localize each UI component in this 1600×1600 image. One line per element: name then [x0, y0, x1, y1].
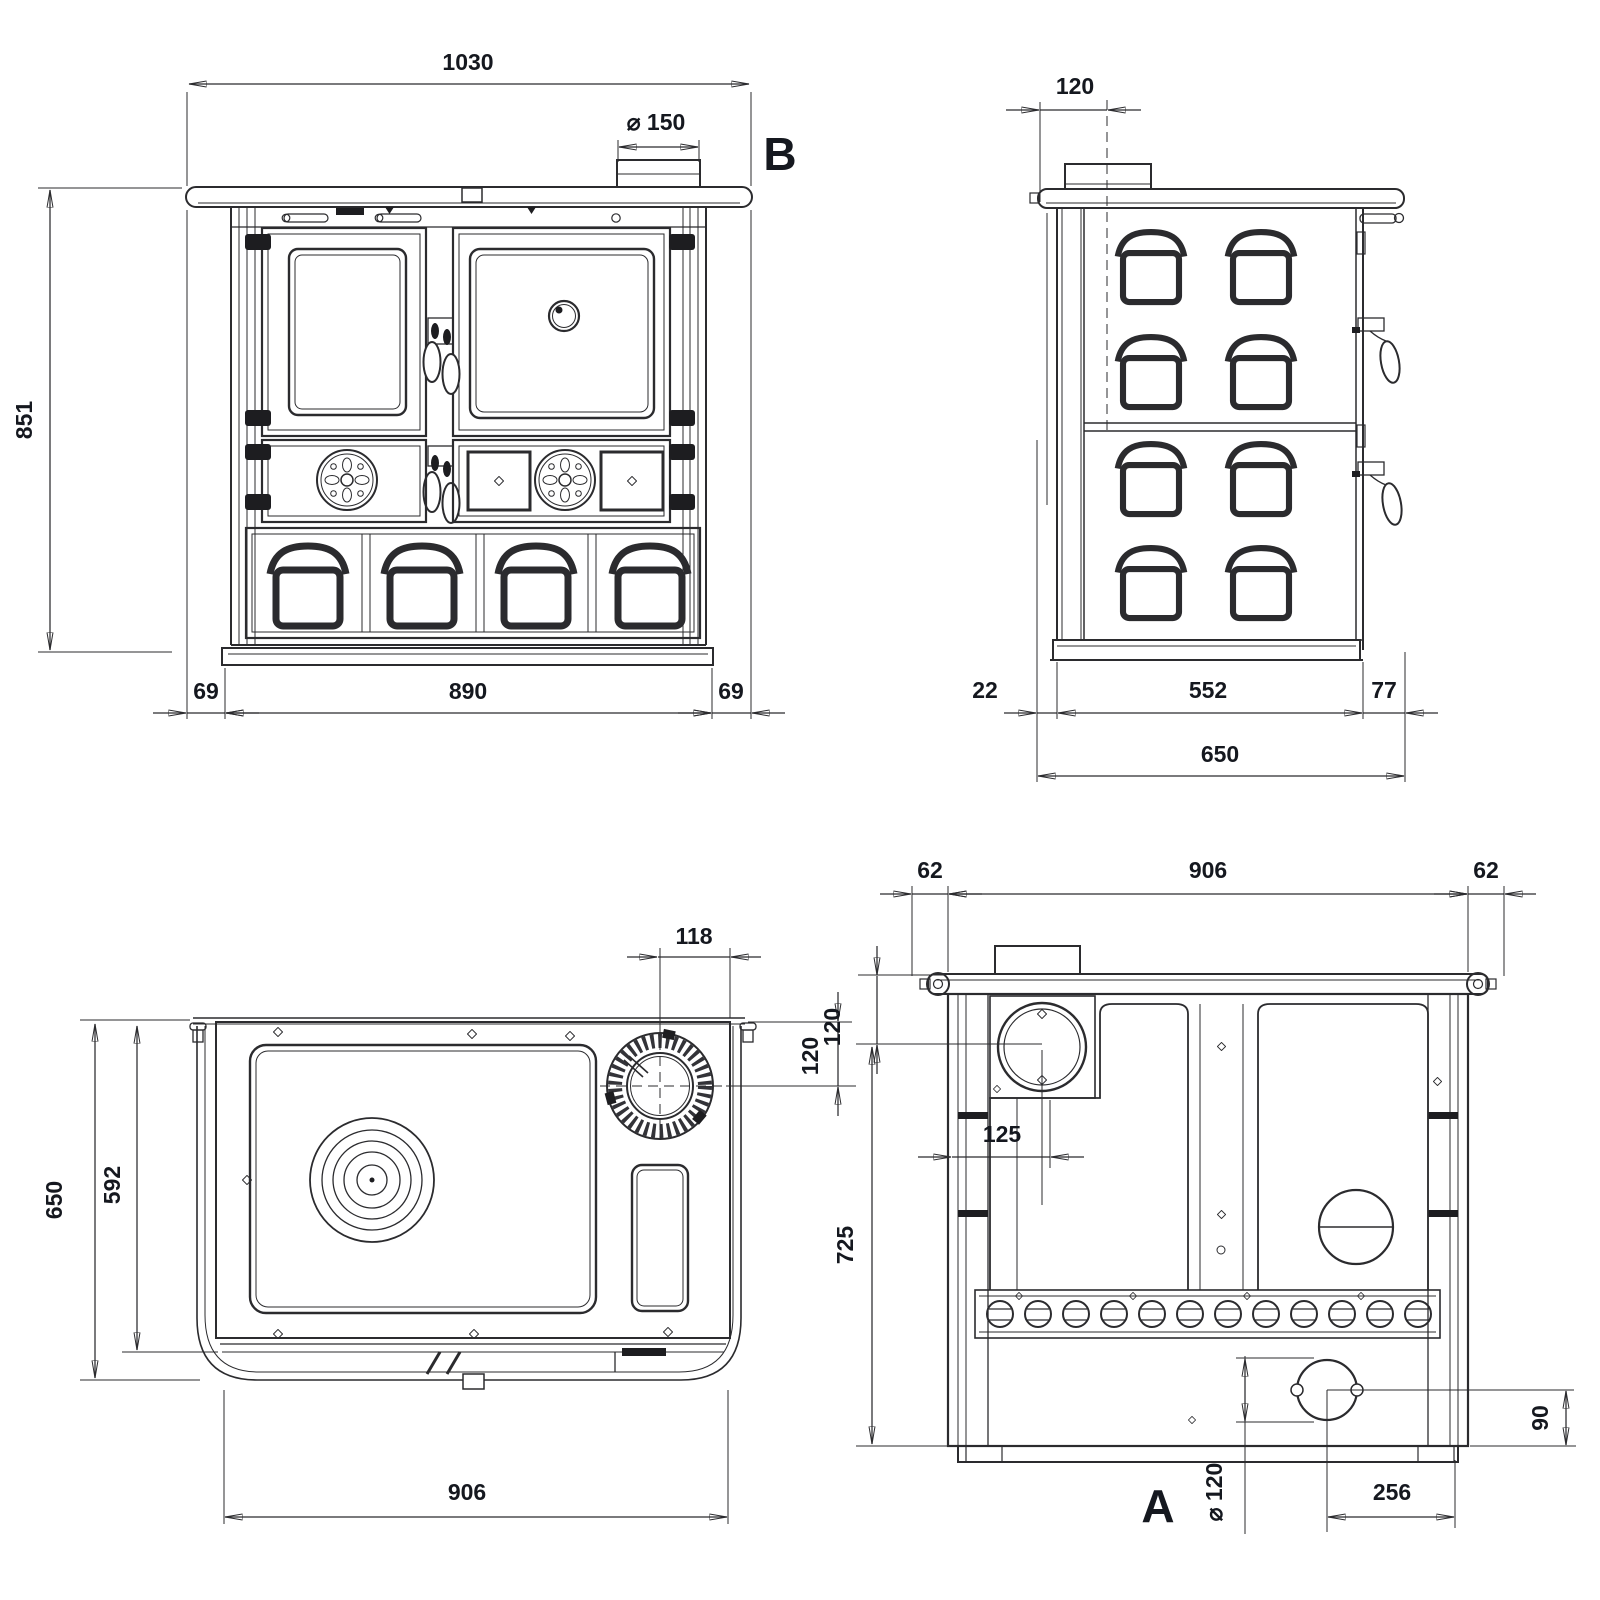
handle-bracket [1358, 462, 1384, 475]
dim-top-plate-width [224, 1390, 728, 1524]
plinth-side [1053, 640, 1360, 660]
screw-diamond [273, 1027, 282, 1036]
thermometer [549, 301, 579, 331]
side-tile [1118, 444, 1185, 514]
handle-arm [1370, 331, 1386, 341]
dim-label: ⌀ 150 [626, 109, 686, 135]
rail-post [743, 1030, 753, 1042]
dim-label: 650 [41, 1180, 67, 1220]
door-panel-inner [476, 255, 648, 412]
dim-top-plate-depth [99, 1026, 218, 1352]
dim-label: 22 [972, 677, 998, 703]
door-handle-knob [443, 354, 460, 394]
dim-label: 906 [447, 1479, 487, 1505]
dim-label: 62 [1473, 857, 1499, 883]
air-vent-rosette [317, 450, 377, 510]
view-letter-b: B [763, 128, 797, 180]
collar-lug [605, 1091, 617, 1105]
dim-front-flue-diameter [618, 109, 699, 162]
flue-stub-side [1065, 164, 1151, 189]
vent-band [975, 1290, 1440, 1338]
outlet-notch [1291, 1384, 1303, 1396]
side-tile [1228, 232, 1295, 302]
door-handle-knob [1379, 482, 1404, 526]
air-vent-rosette [535, 450, 595, 510]
side-tile [1228, 337, 1295, 407]
door-panel [470, 249, 654, 418]
screw-diamond [1037, 1009, 1046, 1018]
hinge-block [245, 410, 271, 426]
hinge-block [669, 494, 695, 510]
drawer-band [246, 528, 700, 638]
hinge-block [245, 444, 271, 460]
frame-tick [958, 1210, 988, 1217]
strip-mark [385, 207, 394, 214]
front-tab [463, 1374, 484, 1389]
dim-label: 90 [1527, 1405, 1553, 1431]
rail-knob-pin [1474, 980, 1483, 989]
rail-post [193, 1030, 203, 1042]
screw-diamond [1188, 1416, 1195, 1423]
screw-diamond [565, 1031, 574, 1040]
side-view [972, 73, 1438, 782]
side-tile [1118, 337, 1185, 407]
collar-slash [624, 1060, 643, 1077]
dim-label: 592 [99, 1165, 125, 1205]
dim-rear-flue-offset [918, 1050, 1084, 1205]
hinge-block [245, 234, 271, 250]
handle-pivot [431, 323, 439, 339]
handle-pivot [431, 455, 439, 471]
side-tile [1228, 444, 1295, 514]
view-letter-a: A [1141, 1480, 1175, 1532]
side-tile [1118, 232, 1185, 302]
dim-label: 890 [448, 678, 488, 704]
handle-pivot [443, 461, 451, 477]
collar-lug [662, 1029, 676, 1040]
door-window-inner [295, 255, 400, 409]
front-bar [622, 1348, 666, 1356]
dim-label: 77 [1371, 677, 1397, 703]
screw-diamond [494, 476, 503, 485]
dim-label: 120 [819, 1007, 845, 1047]
dim-label: 120 [797, 1036, 823, 1076]
door-inner-frame [268, 234, 420, 430]
latch-mark [427, 1352, 440, 1374]
door-handles-center [424, 318, 460, 523]
door-frame [262, 228, 426, 436]
door-handle-knob [1377, 340, 1402, 384]
door-window [289, 249, 406, 415]
cleanout-cover-inner [637, 1170, 683, 1306]
top-view [41, 923, 856, 1524]
door-frame [453, 228, 670, 436]
collar-hatching [615, 1041, 705, 1131]
left-oven-door [262, 228, 426, 436]
worktop-tab [462, 188, 482, 202]
rear-right-panel [1258, 1004, 1428, 1290]
frame-tick [1428, 1112, 1458, 1119]
towel-rail-side [1360, 214, 1396, 223]
strip-mark [527, 207, 536, 214]
screw-diamond [627, 476, 636, 485]
worktop-rear [928, 974, 1488, 994]
cleanout-cover [632, 1165, 688, 1311]
flue-stub-rear [995, 946, 1080, 974]
vent-hole-slots [989, 1309, 1429, 1320]
handle-bracket [1358, 318, 1384, 331]
hinge-block [245, 494, 271, 510]
rail-knob-pin [934, 980, 943, 989]
screw-diamond [467, 1029, 476, 1038]
rear-left-panel [990, 1004, 1188, 1290]
front-view [11, 49, 797, 719]
worktop-plate [216, 1022, 730, 1338]
vent-slot [377, 214, 421, 222]
worktop-side [1038, 189, 1404, 208]
side-tile [1228, 548, 1295, 618]
dim-top-flue-to-side [627, 923, 761, 1018]
thermometer-needle [556, 307, 563, 314]
firebox-row [262, 440, 670, 522]
screw-diamond [663, 1327, 672, 1336]
door-inner-frame [459, 234, 664, 430]
dim-label: 69 [193, 678, 219, 704]
door-handle-knob [424, 342, 441, 382]
screw-diamond [993, 1085, 1000, 1092]
vent-band-frame [975, 1290, 1440, 1338]
side-panel-tiles [1118, 232, 1295, 618]
ash-door [601, 452, 663, 510]
hinge-block [669, 234, 695, 250]
screw-diamond [1217, 1210, 1225, 1218]
drawer-tile [270, 546, 346, 626]
dim-label: 69 [718, 678, 744, 704]
foot [966, 1446, 1002, 1462]
dim-rear-height [832, 1047, 950, 1446]
vent-holes [987, 1301, 1431, 1327]
dim-front-height [11, 188, 182, 652]
dim-rear-outlet-offset [1328, 1460, 1455, 1528]
dim-label: 256 [1372, 1479, 1412, 1505]
dim-label: ⌀ 120 [1201, 1462, 1227, 1522]
rear-view [819, 857, 1576, 1534]
foot [1418, 1446, 1454, 1462]
dim-label: 120 [1055, 73, 1095, 99]
slot-screw [375, 214, 383, 222]
screw-diamond [1217, 1042, 1225, 1050]
cooktop-recess [250, 1045, 596, 1313]
dim-label: 552 [1188, 677, 1228, 703]
hotplate-rings [310, 1118, 434, 1242]
dim-label: 906 [1188, 857, 1228, 883]
ash-door [468, 452, 530, 510]
handle-pivot [443, 329, 451, 345]
side-body [1047, 208, 1363, 650]
strip-screw [612, 214, 620, 222]
dim-label: 62 [917, 857, 943, 883]
slot-screw [282, 214, 290, 222]
dim-rear-top-chain [880, 857, 1536, 976]
drawer-tile [384, 546, 460, 626]
frame-tick [958, 1112, 988, 1119]
handle-pivot [1352, 471, 1360, 477]
cooktop-recess-inner [256, 1051, 590, 1307]
front-side-frames [231, 207, 706, 645]
dim-rear-flue-drop [819, 946, 1042, 1074]
towel-rail-inner [205, 1026, 733, 1372]
dim-label: 851 [11, 400, 37, 440]
drawer-tile [612, 546, 688, 626]
hotplate-center [370, 1178, 375, 1183]
latch-mark [447, 1352, 460, 1374]
dim-label: 725 [832, 1225, 858, 1265]
plinth-rear [958, 1446, 1458, 1462]
handle-arm [1370, 475, 1386, 485]
screw-diamond [1433, 1077, 1441, 1085]
drawer-tile [498, 546, 574, 626]
frame-tick [1428, 1210, 1458, 1217]
door-handle-knob [443, 483, 460, 523]
dim-label: 1030 [442, 49, 494, 75]
dim-rear-outlet-height [1470, 1391, 1576, 1446]
handle-pivot [1352, 327, 1360, 333]
screw-head [1217, 1246, 1225, 1254]
dim-label: 118 [675, 923, 713, 949]
dim-label: 650 [1200, 741, 1240, 767]
plinth [222, 648, 713, 665]
vent-slot [284, 214, 328, 222]
hinge-block [669, 410, 695, 426]
right-oven-door [453, 228, 670, 436]
dim-side-bottom-chain [972, 440, 1438, 782]
hinge-block [669, 444, 695, 460]
side-handles [1352, 232, 1405, 526]
thermometer-dial [553, 305, 576, 328]
dim-label: 125 [982, 1121, 1022, 1147]
strip-bar [336, 208, 364, 215]
towel-rail-outer [197, 1026, 741, 1380]
side-tile [1118, 548, 1185, 618]
rear-body [948, 994, 1468, 1446]
